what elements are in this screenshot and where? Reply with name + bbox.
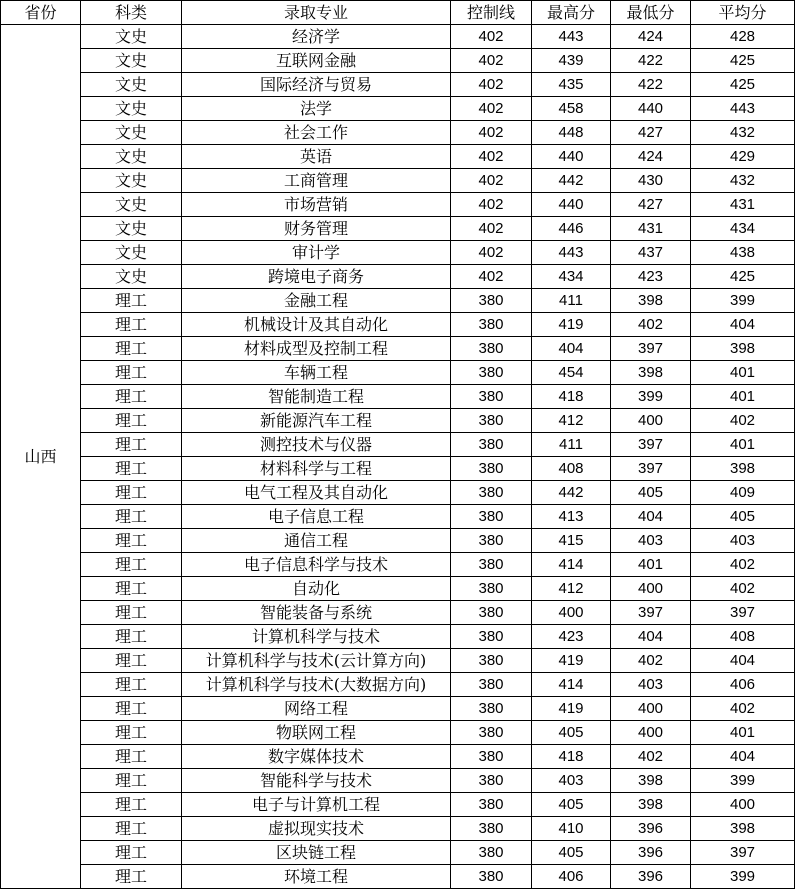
min-score-cell: 397 (611, 433, 691, 457)
min-score-cell: 405 (611, 481, 691, 505)
avg-score-cell: 400 (691, 793, 795, 817)
control-line-cell: 380 (451, 625, 532, 649)
header-max-score: 最高分 (532, 1, 611, 25)
control-line-cell: 402 (451, 25, 532, 49)
min-score-cell: 403 (611, 673, 691, 697)
max-score-cell: 440 (532, 193, 611, 217)
min-score-cell: 400 (611, 697, 691, 721)
max-score-cell: 458 (532, 97, 611, 121)
major-cell: 英语 (182, 145, 451, 169)
table-row (1, 505, 795, 529)
table-row (1, 361, 795, 385)
control-line-cell: 380 (451, 673, 532, 697)
control-line-cell: 380 (451, 361, 532, 385)
min-score-cell: 403 (611, 529, 691, 553)
max-score-cell: 443 (532, 241, 611, 265)
major-cell: 虚拟现实技术 (182, 817, 451, 841)
max-score-cell: 404 (532, 337, 611, 361)
avg-score-cell: 425 (691, 73, 795, 97)
category-cell: 理工 (81, 529, 182, 553)
max-score-cell: 419 (532, 313, 611, 337)
max-score-cell: 440 (532, 145, 611, 169)
control-line-cell: 380 (451, 769, 532, 793)
max-score-cell: 439 (532, 49, 611, 73)
avg-score-cell: 398 (691, 337, 795, 361)
table-row (1, 793, 795, 817)
major-cell: 新能源汽车工程 (182, 409, 451, 433)
min-score-cell: 398 (611, 289, 691, 313)
category-cell: 理工 (81, 385, 182, 409)
max-score-cell: 443 (532, 25, 611, 49)
avg-score-cell: 431 (691, 193, 795, 217)
major-cell: 电子与计算机工程 (182, 793, 451, 817)
avg-score-cell: 428 (691, 25, 795, 49)
table-row (1, 337, 795, 361)
min-score-cell: 396 (611, 817, 691, 841)
min-score-cell: 402 (611, 649, 691, 673)
category-cell: 理工 (81, 457, 182, 481)
major-cell: 跨境电子商务 (182, 265, 451, 289)
max-score-cell: 415 (532, 529, 611, 553)
header-avg-score: 平均分 (691, 1, 795, 25)
major-cell: 测控技术与仪器 (182, 433, 451, 457)
avg-score-cell: 432 (691, 169, 795, 193)
max-score-cell: 446 (532, 217, 611, 241)
category-cell: 理工 (81, 745, 182, 769)
max-score-cell: 413 (532, 505, 611, 529)
category-cell: 理工 (81, 505, 182, 529)
header-major: 录取专业 (182, 1, 451, 25)
max-score-cell: 435 (532, 73, 611, 97)
control-line-cell: 402 (451, 265, 532, 289)
category-cell: 理工 (81, 481, 182, 505)
control-line-cell: 402 (451, 73, 532, 97)
major-cell: 电气工程及其自动化 (182, 481, 451, 505)
table-row (1, 721, 795, 745)
category-cell: 理工 (81, 793, 182, 817)
control-line-cell: 402 (451, 193, 532, 217)
control-line-cell: 380 (451, 817, 532, 841)
avg-score-cell: 408 (691, 625, 795, 649)
category-cell: 理工 (81, 577, 182, 601)
category-cell: 理工 (81, 721, 182, 745)
min-score-cell: 440 (611, 97, 691, 121)
control-line-cell: 402 (451, 241, 532, 265)
table-row (1, 817, 795, 841)
control-line-cell: 380 (451, 865, 532, 889)
control-line-cell: 380 (451, 505, 532, 529)
major-cell: 互联网金融 (182, 49, 451, 73)
table-row (1, 673, 795, 697)
avg-score-cell: 401 (691, 721, 795, 745)
major-cell: 数字媒体技术 (182, 745, 451, 769)
control-line-cell: 402 (451, 145, 532, 169)
min-score-cell: 427 (611, 193, 691, 217)
major-cell: 财务管理 (182, 217, 451, 241)
avg-score-cell: 399 (691, 865, 795, 889)
control-line-cell: 380 (451, 553, 532, 577)
table-row (1, 385, 795, 409)
table-row (1, 241, 795, 265)
control-line-cell: 380 (451, 409, 532, 433)
major-cell: 物联网工程 (182, 721, 451, 745)
min-score-cell: 431 (611, 217, 691, 241)
header-control-line: 控制线 (451, 1, 532, 25)
table-row (1, 649, 795, 673)
avg-score-cell: 402 (691, 577, 795, 601)
min-score-cell: 423 (611, 265, 691, 289)
table-row (1, 625, 795, 649)
major-cell: 环境工程 (182, 865, 451, 889)
control-line-cell: 380 (451, 721, 532, 745)
category-cell: 理工 (81, 625, 182, 649)
major-cell: 网络工程 (182, 697, 451, 721)
table-row (1, 865, 795, 889)
max-score-cell: 434 (532, 265, 611, 289)
avg-score-cell: 434 (691, 217, 795, 241)
header-category: 科类 (81, 1, 182, 25)
max-score-cell: 411 (532, 433, 611, 457)
min-score-cell: 402 (611, 313, 691, 337)
min-score-cell: 398 (611, 793, 691, 817)
category-cell: 文史 (81, 121, 182, 145)
category-cell: 理工 (81, 769, 182, 793)
control-line-cell: 380 (451, 385, 532, 409)
avg-score-cell: 404 (691, 649, 795, 673)
major-cell: 自动化 (182, 577, 451, 601)
category-cell: 理工 (81, 865, 182, 889)
max-score-cell: 418 (532, 385, 611, 409)
avg-score-cell: 409 (691, 481, 795, 505)
table-row (1, 409, 795, 433)
min-score-cell: 404 (611, 505, 691, 529)
table-row (1, 193, 795, 217)
max-score-cell: 419 (532, 649, 611, 673)
major-cell: 智能科学与技术 (182, 769, 451, 793)
min-score-cell: 400 (611, 409, 691, 433)
min-score-cell: 427 (611, 121, 691, 145)
control-line-cell: 380 (451, 577, 532, 601)
category-cell: 文史 (81, 193, 182, 217)
category-cell: 文史 (81, 241, 182, 265)
min-score-cell: 399 (611, 385, 691, 409)
max-score-cell: 403 (532, 769, 611, 793)
table-row (1, 769, 795, 793)
control-line-cell: 380 (451, 313, 532, 337)
max-score-cell: 448 (532, 121, 611, 145)
avg-score-cell: 438 (691, 241, 795, 265)
control-line-cell: 380 (451, 793, 532, 817)
category-cell: 文史 (81, 169, 182, 193)
min-score-cell: 430 (611, 169, 691, 193)
max-score-cell: 412 (532, 409, 611, 433)
min-score-cell: 422 (611, 73, 691, 97)
max-score-cell: 411 (532, 289, 611, 313)
category-cell: 理工 (81, 817, 182, 841)
table-row (1, 481, 795, 505)
avg-score-cell: 402 (691, 697, 795, 721)
min-score-cell: 397 (611, 337, 691, 361)
control-line-cell: 380 (451, 745, 532, 769)
table-row (1, 313, 795, 337)
avg-score-cell: 399 (691, 769, 795, 793)
table-row (1, 289, 795, 313)
control-line-cell: 402 (451, 217, 532, 241)
min-score-cell: 396 (611, 841, 691, 865)
major-cell: 审计学 (182, 241, 451, 265)
table-row (1, 49, 795, 73)
avg-score-cell: 401 (691, 361, 795, 385)
major-cell: 国际经济与贸易 (182, 73, 451, 97)
category-cell: 文史 (81, 145, 182, 169)
avg-score-cell: 402 (691, 553, 795, 577)
avg-score-cell: 405 (691, 505, 795, 529)
control-line-cell: 402 (451, 121, 532, 145)
table-row (1, 169, 795, 193)
header-row (1, 1, 795, 25)
category-cell: 文史 (81, 265, 182, 289)
avg-score-cell: 398 (691, 817, 795, 841)
max-score-cell: 405 (532, 721, 611, 745)
max-score-cell: 405 (532, 841, 611, 865)
major-cell: 计算机科学与技术 (182, 625, 451, 649)
category-cell: 文史 (81, 217, 182, 241)
control-line-cell: 402 (451, 49, 532, 73)
major-cell: 计算机科学与技术(大数据方向) (182, 673, 451, 697)
avg-score-cell: 406 (691, 673, 795, 697)
category-cell: 理工 (81, 553, 182, 577)
min-score-cell: 424 (611, 145, 691, 169)
control-line-cell: 380 (451, 481, 532, 505)
max-score-cell: 410 (532, 817, 611, 841)
table-row (1, 841, 795, 865)
min-score-cell: 396 (611, 865, 691, 889)
min-score-cell: 437 (611, 241, 691, 265)
min-score-cell: 397 (611, 601, 691, 625)
avg-score-cell: 397 (691, 601, 795, 625)
avg-score-cell: 404 (691, 313, 795, 337)
category-cell: 文史 (81, 73, 182, 97)
control-line-cell: 380 (451, 841, 532, 865)
min-score-cell: 398 (611, 361, 691, 385)
max-score-cell: 414 (532, 673, 611, 697)
table-row (1, 25, 795, 49)
max-score-cell: 418 (532, 745, 611, 769)
max-score-cell: 405 (532, 793, 611, 817)
province-cell: 山西 (1, 25, 81, 889)
max-score-cell: 400 (532, 601, 611, 625)
major-cell: 社会工作 (182, 121, 451, 145)
major-cell: 市场营销 (182, 193, 451, 217)
avg-score-cell: 398 (691, 457, 795, 481)
major-cell: 电子信息工程 (182, 505, 451, 529)
category-cell: 文史 (81, 97, 182, 121)
max-score-cell: 419 (532, 697, 611, 721)
major-cell: 材料成型及控制工程 (182, 337, 451, 361)
avg-score-cell: 403 (691, 529, 795, 553)
min-score-cell: 398 (611, 769, 691, 793)
category-cell: 理工 (81, 433, 182, 457)
table-row (1, 433, 795, 457)
major-cell: 经济学 (182, 25, 451, 49)
control-line-cell: 380 (451, 289, 532, 313)
major-cell: 通信工程 (182, 529, 451, 553)
category-cell: 理工 (81, 409, 182, 433)
avg-score-cell: 425 (691, 49, 795, 73)
category-cell: 理工 (81, 649, 182, 673)
table-row (1, 73, 795, 97)
category-cell: 理工 (81, 337, 182, 361)
category-cell: 理工 (81, 673, 182, 697)
avg-score-cell: 401 (691, 433, 795, 457)
min-score-cell: 402 (611, 745, 691, 769)
major-cell: 法学 (182, 97, 451, 121)
control-line-cell: 380 (451, 337, 532, 361)
category-cell: 理工 (81, 601, 182, 625)
header-min-score: 最低分 (611, 1, 691, 25)
major-cell: 车辆工程 (182, 361, 451, 385)
avg-score-cell: 443 (691, 97, 795, 121)
control-line-cell: 380 (451, 433, 532, 457)
control-line-cell: 402 (451, 169, 532, 193)
table-row (1, 529, 795, 553)
table-row (1, 265, 795, 289)
table-row (1, 553, 795, 577)
max-score-cell: 408 (532, 457, 611, 481)
avg-score-cell: 397 (691, 841, 795, 865)
control-line-cell: 380 (451, 601, 532, 625)
max-score-cell: 442 (532, 481, 611, 505)
control-line-cell: 380 (451, 649, 532, 673)
min-score-cell: 422 (611, 49, 691, 73)
category-cell: 文史 (81, 49, 182, 73)
control-line-cell: 380 (451, 457, 532, 481)
major-cell: 材料科学与工程 (182, 457, 451, 481)
table-row (1, 145, 795, 169)
major-cell: 电子信息科学与技术 (182, 553, 451, 577)
max-score-cell: 414 (532, 553, 611, 577)
major-cell: 机械设计及其自动化 (182, 313, 451, 337)
control-line-cell: 402 (451, 97, 532, 121)
avg-score-cell: 432 (691, 121, 795, 145)
category-cell: 理工 (81, 289, 182, 313)
table-row (1, 697, 795, 721)
max-score-cell: 412 (532, 577, 611, 601)
avg-score-cell: 402 (691, 409, 795, 433)
avg-score-cell: 401 (691, 385, 795, 409)
major-cell: 金融工程 (182, 289, 451, 313)
max-score-cell: 406 (532, 865, 611, 889)
table-row (1, 745, 795, 769)
category-cell: 文史 (81, 25, 182, 49)
table-row (1, 457, 795, 481)
major-cell: 智能制造工程 (182, 385, 451, 409)
avg-score-cell: 429 (691, 145, 795, 169)
major-cell: 区块链工程 (182, 841, 451, 865)
table-row (1, 577, 795, 601)
control-line-cell: 380 (451, 529, 532, 553)
min-score-cell: 404 (611, 625, 691, 649)
category-cell: 理工 (81, 841, 182, 865)
major-cell: 工商管理 (182, 169, 451, 193)
category-cell: 理工 (81, 313, 182, 337)
table-row (1, 601, 795, 625)
table-row (1, 217, 795, 241)
major-cell: 智能装备与系统 (182, 601, 451, 625)
avg-score-cell: 404 (691, 745, 795, 769)
min-score-cell: 397 (611, 457, 691, 481)
min-score-cell: 424 (611, 25, 691, 49)
min-score-cell: 401 (611, 553, 691, 577)
max-score-cell: 423 (532, 625, 611, 649)
category-cell: 理工 (81, 361, 182, 385)
avg-score-cell: 425 (691, 265, 795, 289)
max-score-cell: 442 (532, 169, 611, 193)
major-cell: 计算机科学与技术(云计算方向) (182, 649, 451, 673)
header-province: 省份 (1, 1, 81, 25)
control-line-cell: 380 (451, 697, 532, 721)
avg-score-cell: 399 (691, 289, 795, 313)
category-cell: 理工 (81, 697, 182, 721)
min-score-cell: 400 (611, 577, 691, 601)
min-score-cell: 400 (611, 721, 691, 745)
table-row (1, 121, 795, 145)
table-row (1, 97, 795, 121)
max-score-cell: 454 (532, 361, 611, 385)
